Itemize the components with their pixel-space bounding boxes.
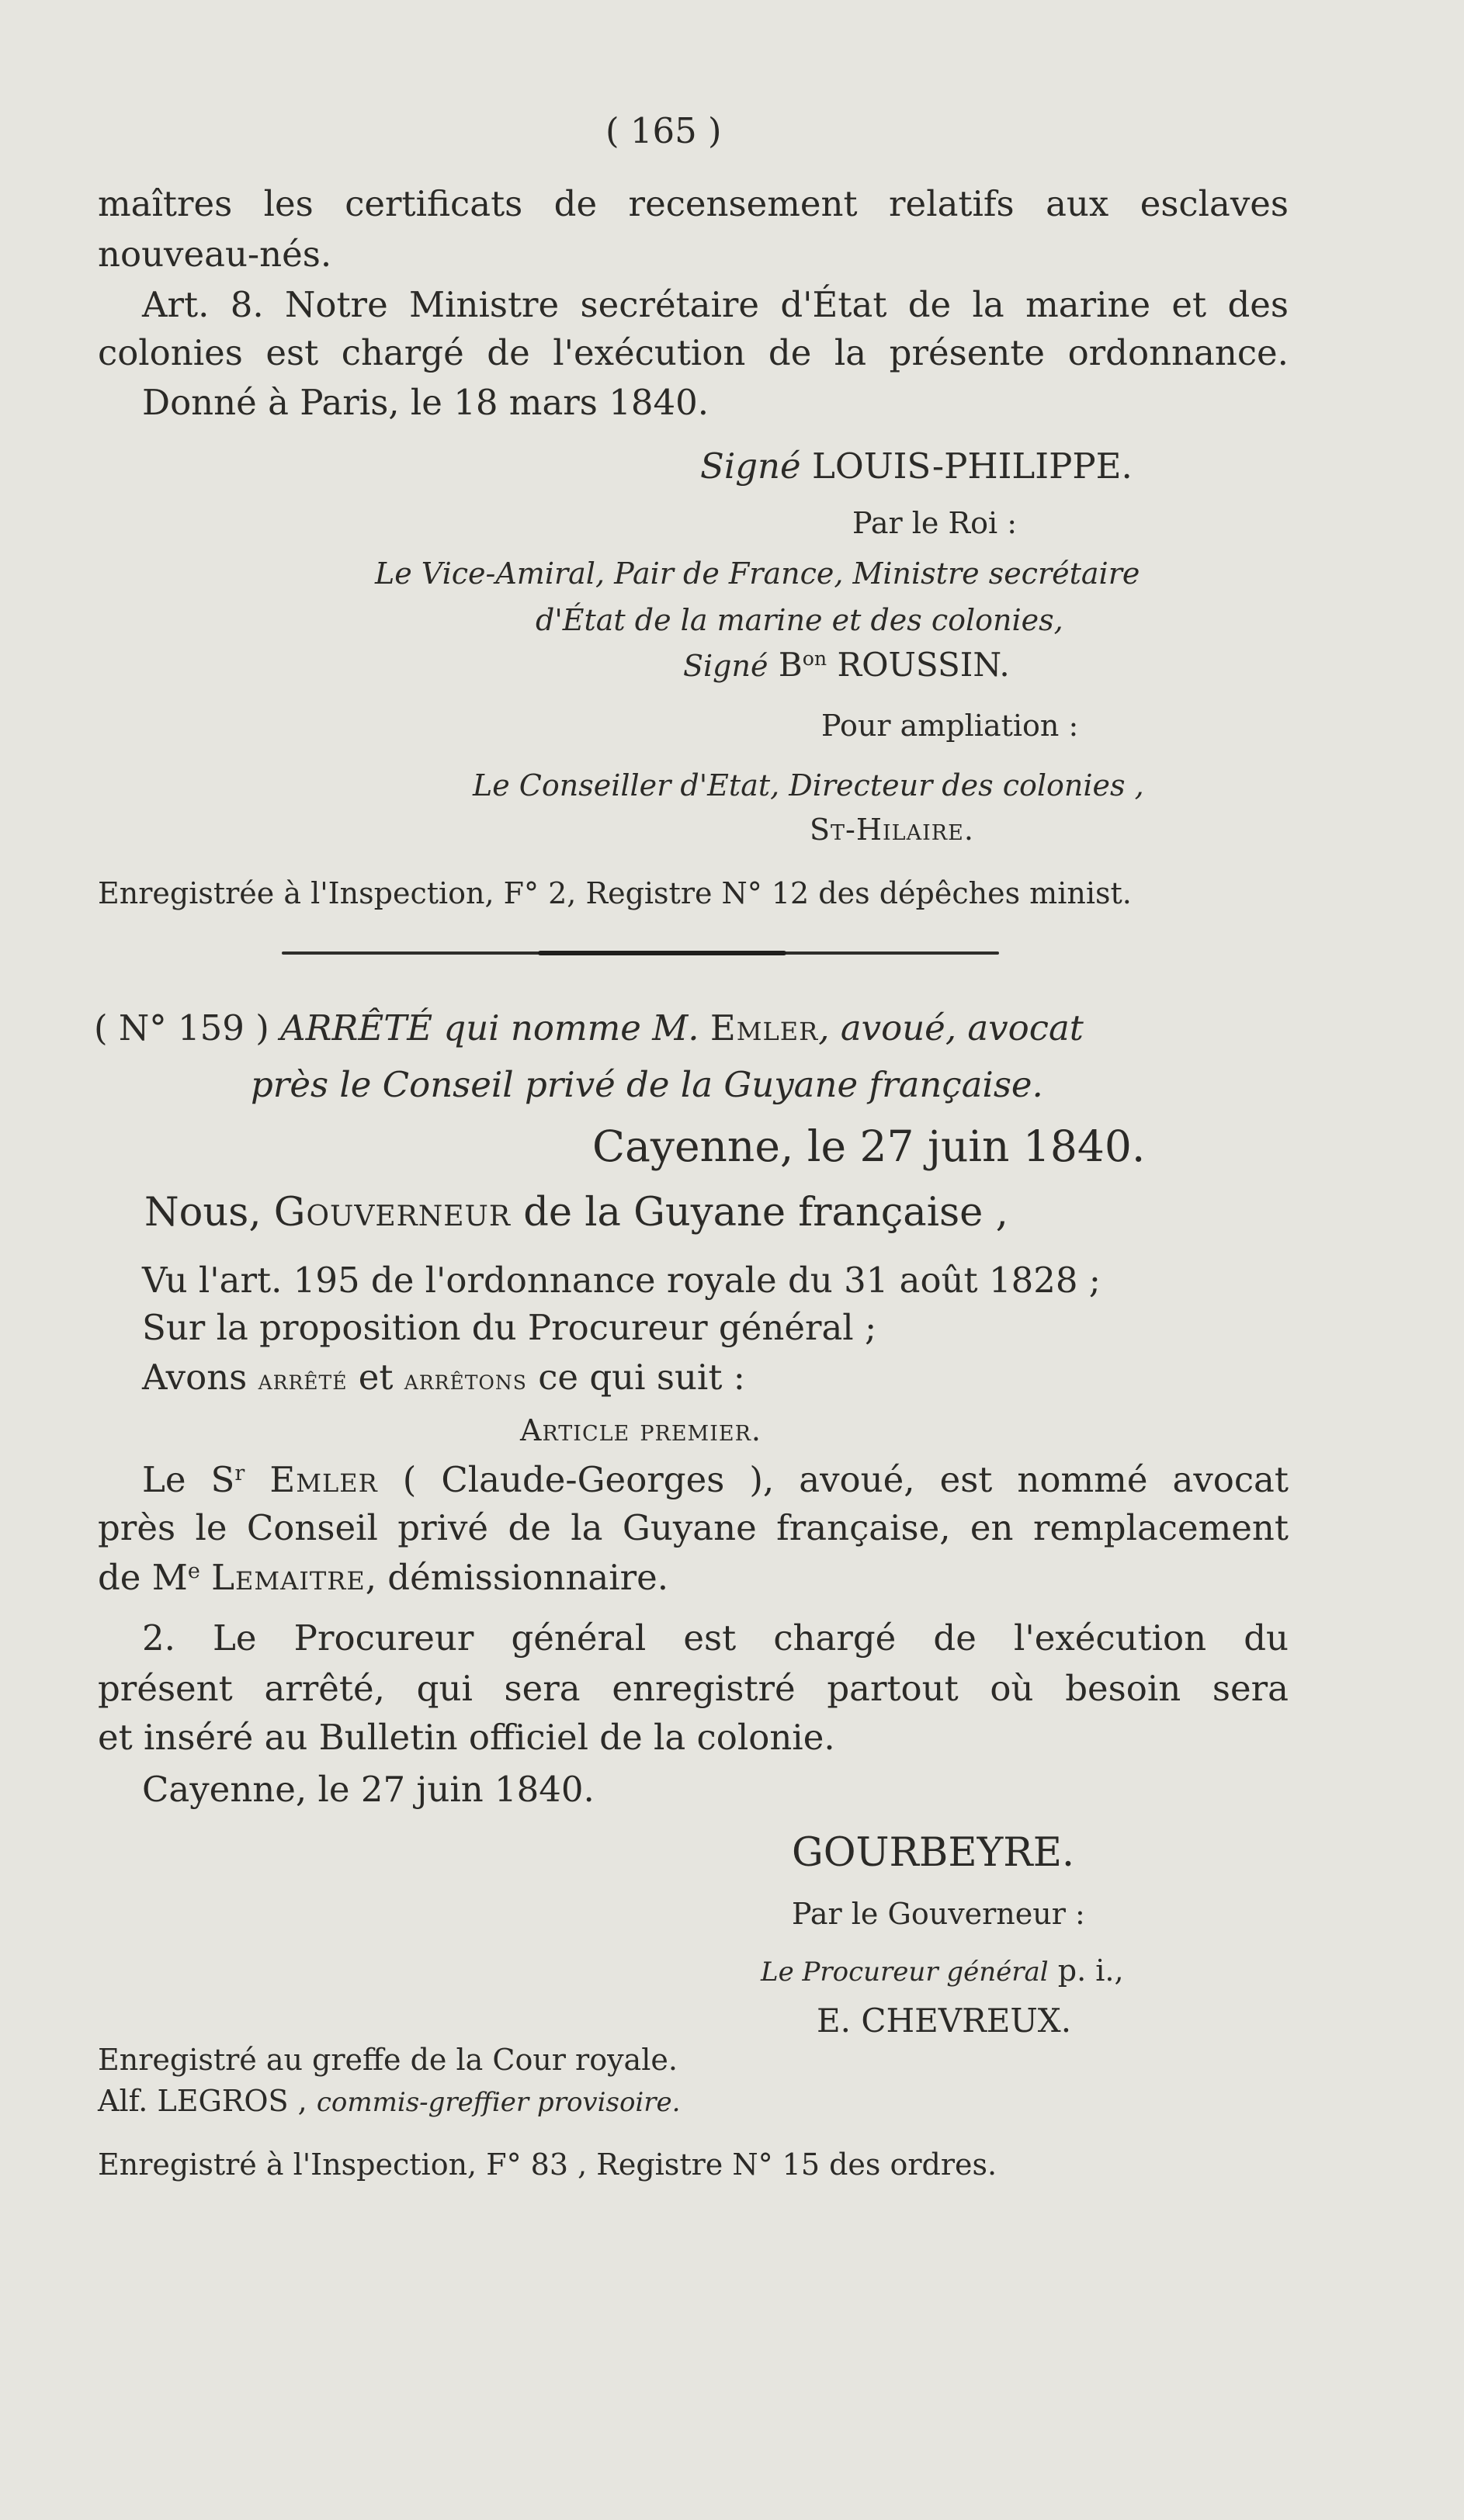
name: Emler <box>269 1459 378 1500</box>
paragraph-1-line <box>98 1557 669 1598</box>
sur-line: Sur la proposition du Procureur général ; <box>142 1307 877 1348</box>
arretons-sc: arrêtons <box>404 1364 527 1396</box>
article-8-line: colonies est chargé de l'exécution de la présente ordonnance. <box>98 332 1289 373</box>
section-divider <box>282 951 999 955</box>
page-number: ( 165 ) <box>605 110 722 151</box>
roussin-name: ROUSSIN. <box>837 646 1010 684</box>
gourbeyre: GOURBEYRE. <box>792 1830 1075 1876</box>
sup: e <box>187 1559 200 1584</box>
name: Lemaitre <box>211 1557 366 1598</box>
commis: commis-greffier provisoire. <box>316 2087 681 2118</box>
inspection-note: Enregistré à l'Inspection, F° 83 , Registre N° 15 des ordres. <box>98 2147 997 2182</box>
text-line: maîtres les certificats de recensement relatifs aux esclaves <box>98 183 1289 224</box>
article-8-line: Art. 8. Notre Ministre secrétaire d'État de la marine et des <box>142 284 1289 325</box>
signe-label: Signé <box>683 649 768 683</box>
signe-label: Signé <box>700 445 801 487</box>
king-name: LOUIS-PHILIPPE. <box>811 445 1133 487</box>
arrete-title: ARRÊTÉ qui nomme M. <box>280 1007 699 1049</box>
legros: Alf. LEGROS , <box>98 2084 307 2118</box>
procureur: Le Procureur général <box>761 1957 1049 1988</box>
signature-roussin <box>683 646 1010 684</box>
pi: p. i., <box>1057 1953 1124 1988</box>
nous-rest: de la Guyane française , <box>523 1190 1008 1236</box>
paragraph-1-line: près le Conseil privé de la Guyane française, en remplacement <box>98 1507 1289 1548</box>
paragraph-2-line: présent arrêté, qui sera enregistré partout où besoin sera <box>98 1668 1289 1709</box>
avons-rest: ce qui suit : <box>538 1357 745 1398</box>
st-hilaire: St-Hilaire. <box>810 813 974 847</box>
text: de M <box>98 1557 188 1598</box>
signature-king <box>700 445 1133 487</box>
et: et <box>358 1357 394 1398</box>
registration-note: Enregistrée à l'Inspection, F° 2, Registre N° 12 des dépêches minist. <box>98 876 1132 910</box>
date-line: Donné à Paris, le 18 mars 1840. <box>142 382 709 423</box>
par-le-roi: Par le Roi : <box>852 506 1018 540</box>
chevreux: E. CHEVREUX. <box>817 2002 1072 2040</box>
arrete-heading <box>94 1007 1084 1049</box>
place-date: Cayenne, le 27 juin 1840. <box>592 1121 1146 1171</box>
nous: Nous, <box>144 1190 262 1236</box>
gouverneur: Gouverneur <box>273 1190 511 1236</box>
paragraph-2-line: 2. Le Procureur général est chargé de l'exécution du <box>142 1617 1289 1659</box>
ampliation: Pour ampliation : <box>821 709 1079 743</box>
baron-sup: on <box>802 647 827 671</box>
text-line: nouveau-nés. <box>98 234 332 275</box>
greffe-note: Enregistré au greffe de la Cour royale. <box>98 2043 678 2077</box>
nous-line <box>144 1190 1008 1236</box>
arrete-number: ( N° 159 ) <box>94 1007 269 1049</box>
par-le-gouverneur: Par le Gouverneur : <box>792 1897 1085 1931</box>
procureur-line <box>761 1953 1124 1988</box>
sup: r <box>234 1461 245 1486</box>
text: Le S <box>142 1459 235 1500</box>
text: , démissionnaire. <box>365 1557 669 1598</box>
arrete-sc: arrêté <box>258 1364 348 1396</box>
arrete-name: Emler <box>709 1007 819 1049</box>
avons-line <box>142 1357 745 1398</box>
legros-line <box>98 2086 680 2116</box>
baron-abbr: B <box>778 646 803 684</box>
conseiller-title: Le Conseiller d'Etat, Directeur des colonies , <box>473 768 1144 802</box>
text: ( Claude-Georges ), avoué, est nommé avocat <box>402 1459 1289 1500</box>
minister-title: Le Vice-Amiral, Pair de France, Ministre secrétaire <box>375 556 1140 591</box>
paragraph-2-line: et inséré au Bulletin officiel de la colonie. <box>98 1717 835 1758</box>
article-premier: Article premier. <box>520 1413 761 1447</box>
arrete-title-line2: près le Conseil privé de la Guyane française. <box>251 1064 1043 1105</box>
arrete-title-rest: , avoué, avocat <box>818 1007 1084 1049</box>
date-line: Cayenne, le 27 juin 1840. <box>142 1769 595 1810</box>
vu-line: Vu l'art. 195 de l'ordonnance royale du 31 août 1828 ; <box>142 1260 1101 1301</box>
avons: Avons <box>142 1357 248 1398</box>
minister-title: d'État de la marine et des colonies, <box>536 603 1063 637</box>
paragraph-1-line <box>142 1459 1289 1500</box>
